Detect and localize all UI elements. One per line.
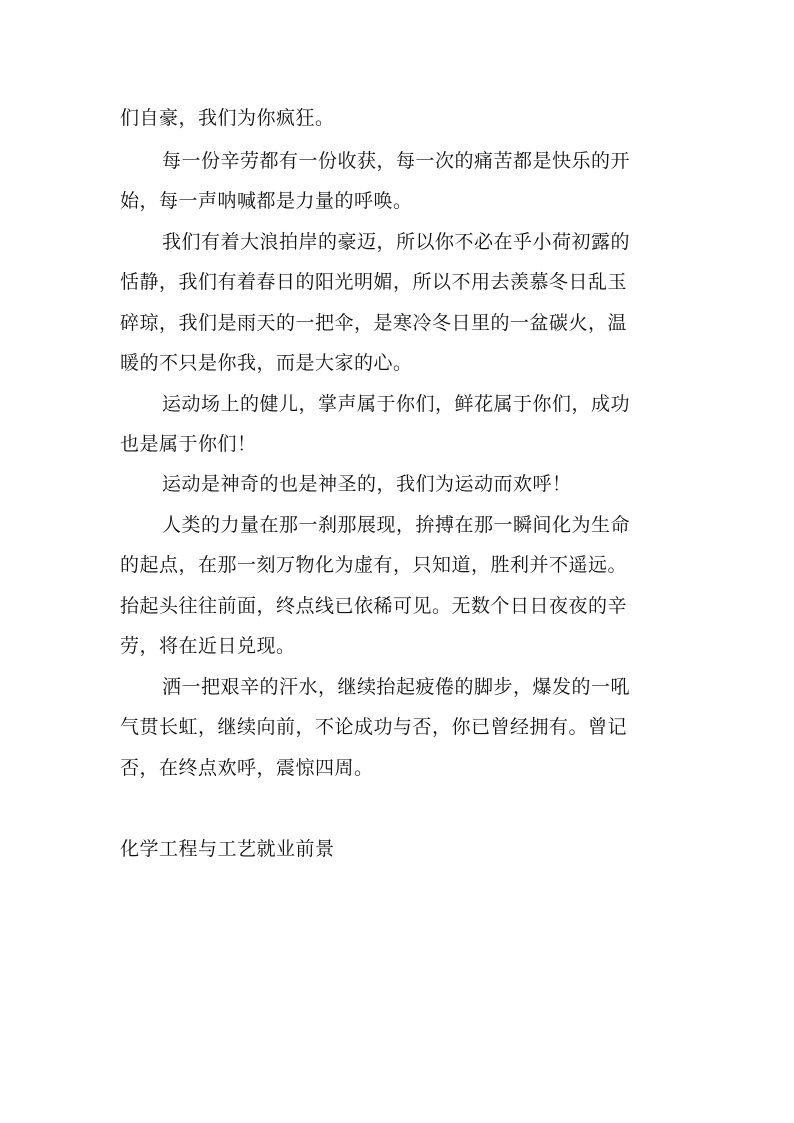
text-line: 劳，将在近日兑现。 — [120, 635, 296, 657]
text-line: 也是属于你们！ — [120, 433, 257, 455]
text-line: 运动场上的健儿，掌声属于你们，鲜花属于你们，成功 — [162, 393, 631, 415]
text-line: 否，在终点欢呼，震惊四周。 — [120, 757, 374, 779]
text-line: 碎琼，我们是雨天的一把伞，是寒冷冬日里的一盆碳火，温 — [120, 312, 628, 334]
text-line: 人类的力量在那一刹那展现，拚搏在那一瞬间化为生命 — [162, 514, 631, 536]
text-line: 抬起头往往前面，终点线已依稀可见。无数个日日夜夜的辛 — [120, 595, 628, 617]
text-line: 洒一把艰辛的汗水，继续抬起疲倦的脚步，爆发的一吼 — [162, 676, 631, 698]
text-line: 每一份辛劳都有一份收获，每一次的痛苦都是快乐的开 — [162, 150, 631, 172]
text-line: 气贯长虹，继续向前，不论成功与否，你已曾经拥有。曾记 — [120, 716, 628, 738]
text-line: 的起点，在那一刻万物化为虚有，只知道，胜利并不遥远。 — [120, 554, 628, 576]
text-line: 运动是神奇的也是神圣的，我们为运动而欢呼！ — [162, 473, 572, 495]
text-line: 始，每一声呐喊都是力量的呼唤。 — [120, 190, 413, 212]
section-heading: 化学工程与工艺就业前景 — [120, 838, 335, 860]
text-line: 们自豪，我们为你疯狂。 — [120, 107, 335, 129]
text-line: 恬静，我们有着春日的阳光明媚，所以不用去羡慕冬日乱玉 — [120, 271, 628, 293]
text-line: 我们有着大浪拍岸的豪迈，所以你不必在乎小荷初露的 — [162, 231, 631, 253]
text-line: 暖的不只是你我，而是大家的心。 — [120, 352, 413, 374]
